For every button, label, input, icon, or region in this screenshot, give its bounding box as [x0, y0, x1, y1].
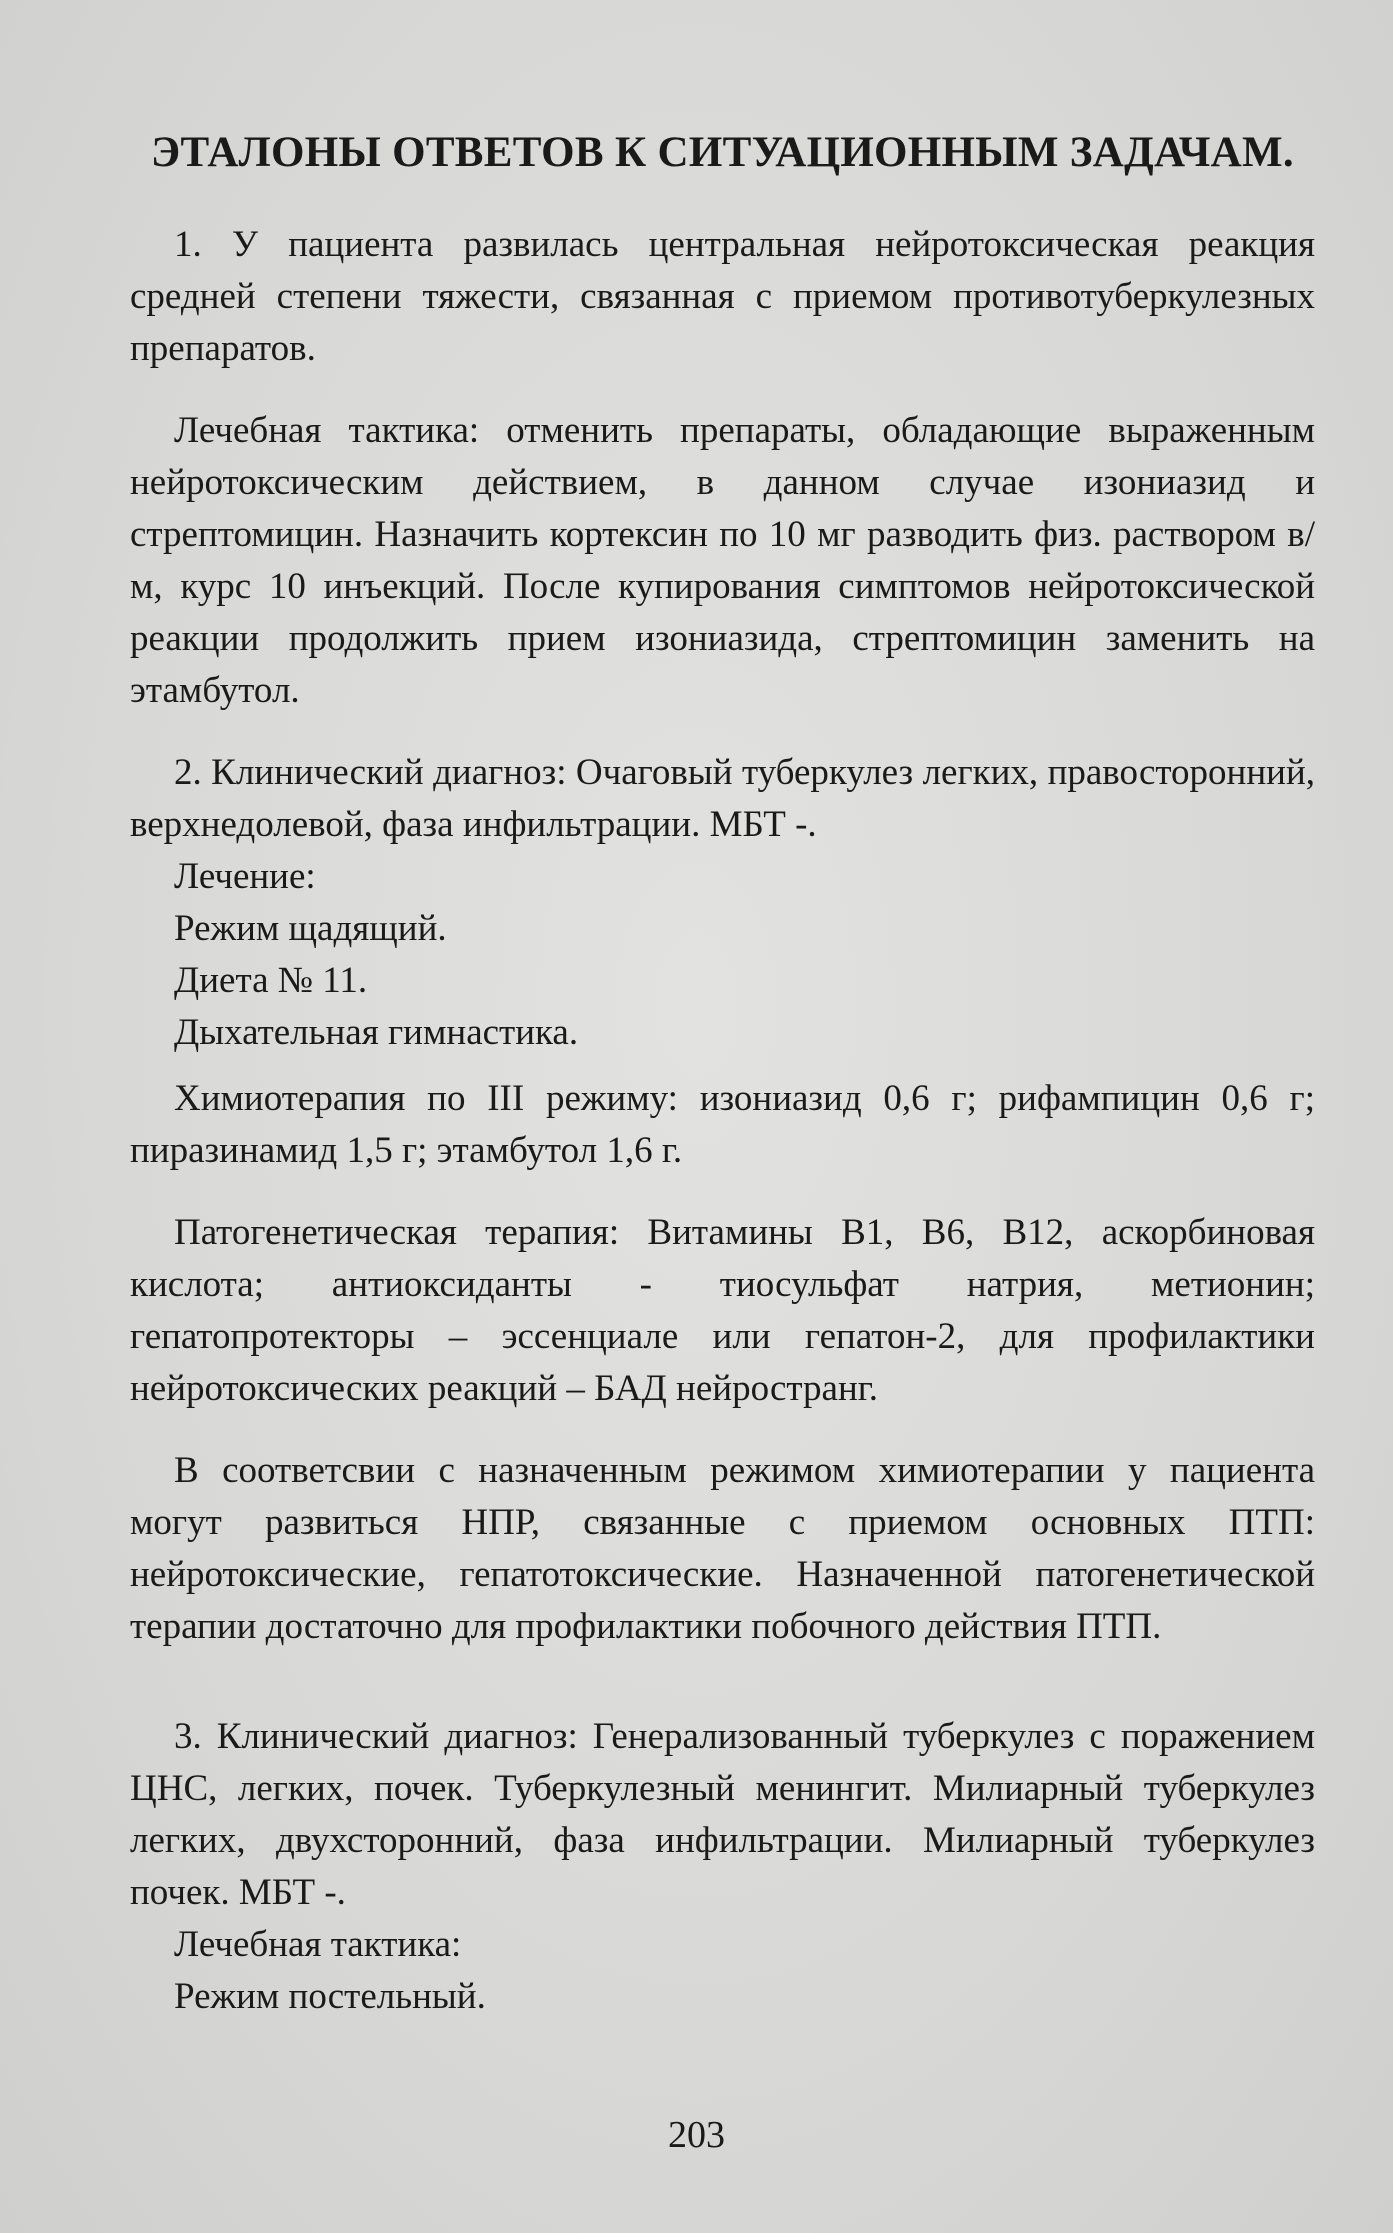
adverse-reactions-paragraph: В соответсвии с назначенным режимом химиотерапии у пациента могут развиться НПР, связанные с приемом основных ПТП: нейротоксические, гепатотоксические. Назначенной патогенетической терапии достаточно для профилактики побочного действия ПТП. — [130, 1450, 1315, 1647]
treatment-tactics-heading: Лечебная тактика: — [174, 1924, 462, 1965]
treatment-tactics-paragraph: Лечебная тактика: отменить препараты, обладающие выраженным нейротоксическим действием, в данном случае изониазид и стрептомицин. Назначить кортексин по 10 мг разводить физ. раствором в/м, курс 10 инъекций. После купирования симптомов нейротоксической реакции продолжить прием изониазида, стрептомицин заменить на этамбутол. — [130, 410, 1315, 711]
bed-regimen-line: Режим постельный. — [174, 1976, 486, 2017]
pathogenetic-therapy-paragraph: Патогенетическая терапия: Витамины В1, В6, В12, аскорбиновая кислота; антиоксиданты - тиосульфат натрия, метионин; гепатопротекторы – эссенциале или гепатон-2, для профилактики нейротоксических реакций – БАД нейространг. — [130, 1212, 1315, 1409]
breathing-exercise-line: Дыхательная гимнастика. — [174, 1012, 579, 1053]
regimen-line: Режим щадящий. — [174, 908, 447, 949]
chemotherapy-paragraph: Химиотерапия по III режиму: изониазид 0,6 г; рифампицин 0,6 г; пиразинамид 1,5 г; этамбутол 1,6 г. — [130, 1078, 1315, 1171]
diet-line: Диета № 11. — [174, 960, 368, 1001]
page-title: ЭТАЛОНЫ ОТВЕТОВ К СИТУАЦИОННЫМ ЗАДАЧАМ. — [151, 129, 1294, 176]
treatment-heading: Лечение: — [174, 856, 316, 897]
answer-2-diagnosis-paragraph: 2. Клинический диагноз: Очаговый туберкулез легких, правосторонний, верхнедолевой, фаза инфильтрации. МБТ -. — [130, 752, 1315, 845]
answer-3-diagnosis-paragraph: 3. Клинический диагноз: Генерализованный туберкулез с поражением ЦНС, легких, почек. Туберкулезный менингит. Милиарный туберкулез легких, двухсторонний, фаза инфильтрации. Милиарный туберкулез почек. МБТ -. — [130, 1716, 1315, 1913]
page-content — [130, 128, 1315, 2023]
answer-1-paragraph: 1. У пациента развилась центральная нейротоксическая реакция средней степени тяжести, связанная с приемом противотуберкулезных препаратов. — [130, 224, 1315, 369]
page-number: 203 — [668, 2114, 725, 2156]
